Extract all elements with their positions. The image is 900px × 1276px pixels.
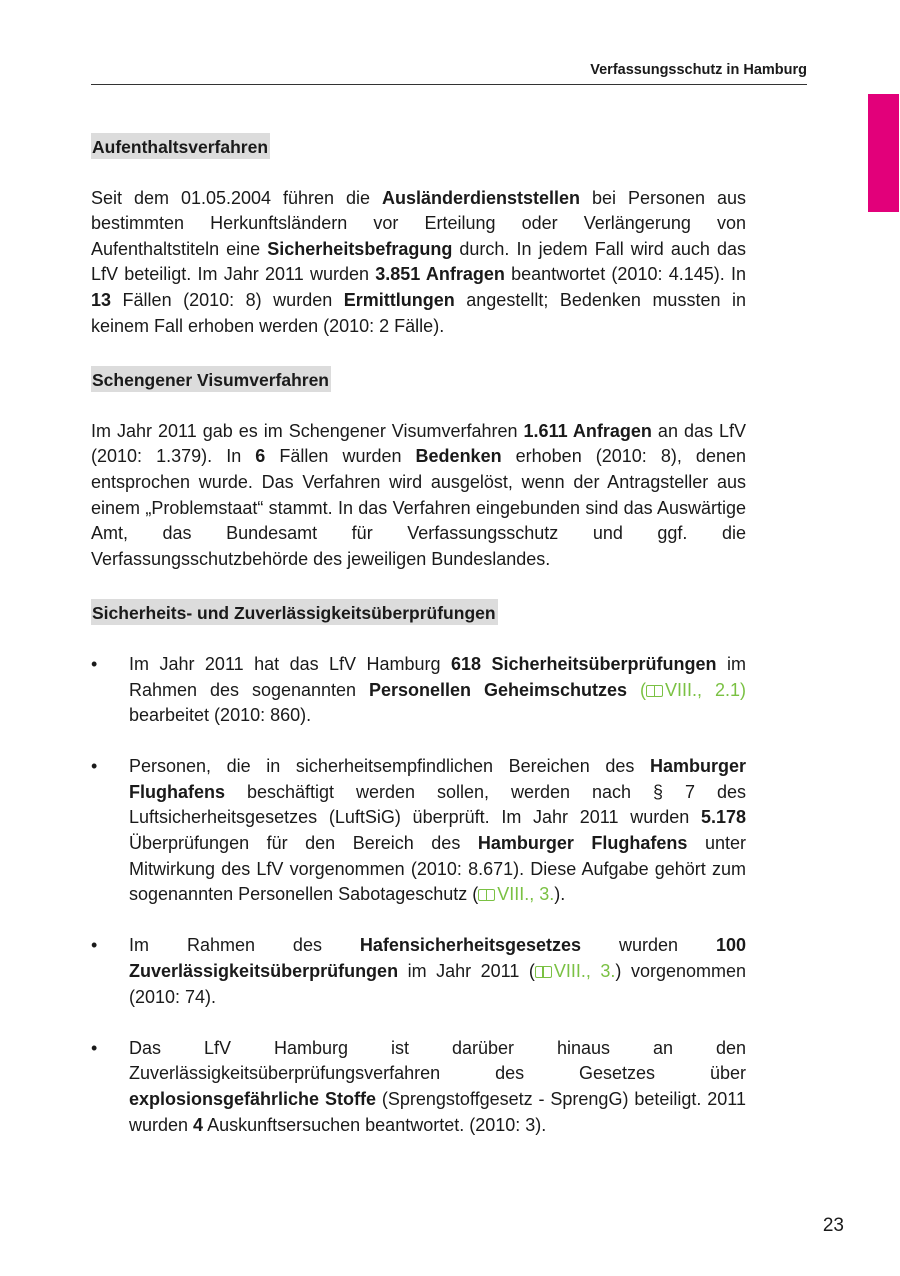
list-item: • Im Rahmen des Hafensicherheitsgesetzes wurden 100 Zuverlässigkeitsüberprüfungen im Jahr 2011 ( VIII., 3.) vorgenommen (2010: 74). [91,935,746,1007]
section-heading-aufenthalt: Aufenthaltsverfahren [91,133,270,159]
book-icon [646,685,663,697]
section-heading-schengen: Schengener Visumverfahren [91,366,331,392]
bullet-dot: • [91,756,98,777]
running-title: Verfassungsschutz in Hamburg [91,62,807,85]
bullet-dot: • [91,1037,98,1058]
page-content [91,133,746,1164]
list-item: • Personen, die in sicherheitsempfindlichen Bereichen des Hamburger Flughafens beschäftigt werden sollen, werden nach § 7 des Luftsicherheitsgesetzes (LuftSiG) überprüft. Im Jahr 2011 wurden 5.178 Überprüfungen für den Bereich des Hamburger Flughafens unter Mitwirkung des LfV vorgenommen (2010: 8.671). Diese Aufgabe gehört zum sogenannten Personellen Sabotageschutz ( VIII., 3.). [91,756,746,905]
section-heading-ueberpruefung: Sicherheits- und Zuverlässigkeitsüberprüfungen [91,599,498,625]
book-icon [478,889,495,901]
chapter-tab-marker [868,94,899,212]
list-item: • Das LfV Hamburg ist darüber hinaus an den Zuverlässigkeitsüberprüfungsverfahren des Gesetzes über explosionsgefährliche Stoffe (Sprengstoffgesetz - SprengG) beteiligt. 2011 wurden 4 Auskunftsersuchen beantwortet. (2010: 3). [91,1037,746,1135]
page-number: 23 [822,1215,844,1236]
paragraph-schengen: Im Jahr 2011 gab es im Schengener Visumverfahren 1.611 Anfragen an das LfV (2010: 1.379). In 6 Fällen wurden Bedenken erhoben (2010: 8), denen entsprochen wurde. Das Verfahren wird ausgelöst, wenn der Antragsteller aus einem „Problemstaat“ stammt. In das Verfahren eingebunden sind das Auswärtige Amt, das Bundesamt für Verfassungsschutz und ggf. die Verfassungsschutzbehörde des jeweiligen Bundeslandes. [91,420,746,569]
list-item: • Im Jahr 2011 hat das LfV Hamburg 618 Sicherheitsüberprüfungen im Rahmen des sogenannten Personellen Geheimschutzes ( VIII., 2.1) bearbeitet (2010: 860). [91,653,746,726]
reference-link[interactable]: VIII., 3. [535,961,616,981]
bullet-dot: • [91,653,98,674]
book-icon [535,966,552,978]
reference-link[interactable]: VIII., 3. [478,884,554,904]
bullet-dot: • [91,935,98,956]
bullet-list [91,652,746,1138]
paragraph-aufenthalt: Seit dem 01.05.2004 führen die Ausländerdienststellen bei Personen aus bestimmten Herkunftsländern vor Erteilung oder Verlängerung von Aufenthaltstiteln eine Sicherheitsbefragung durch. In jedem Fall wird auch das LfV beteiligt. Im Jahr 2011 wurden 3.851 Anfragen beantwortet (2010: 4.145). In 13 Fällen (2010: 8) wurden Ermittlungen angestellt; Bedenken mussten in keinem Fall erhoben werden (2010: 2 Fälle). [91,187,746,336]
reference-link[interactable]: ( VIII., 2.1) [640,679,746,700]
